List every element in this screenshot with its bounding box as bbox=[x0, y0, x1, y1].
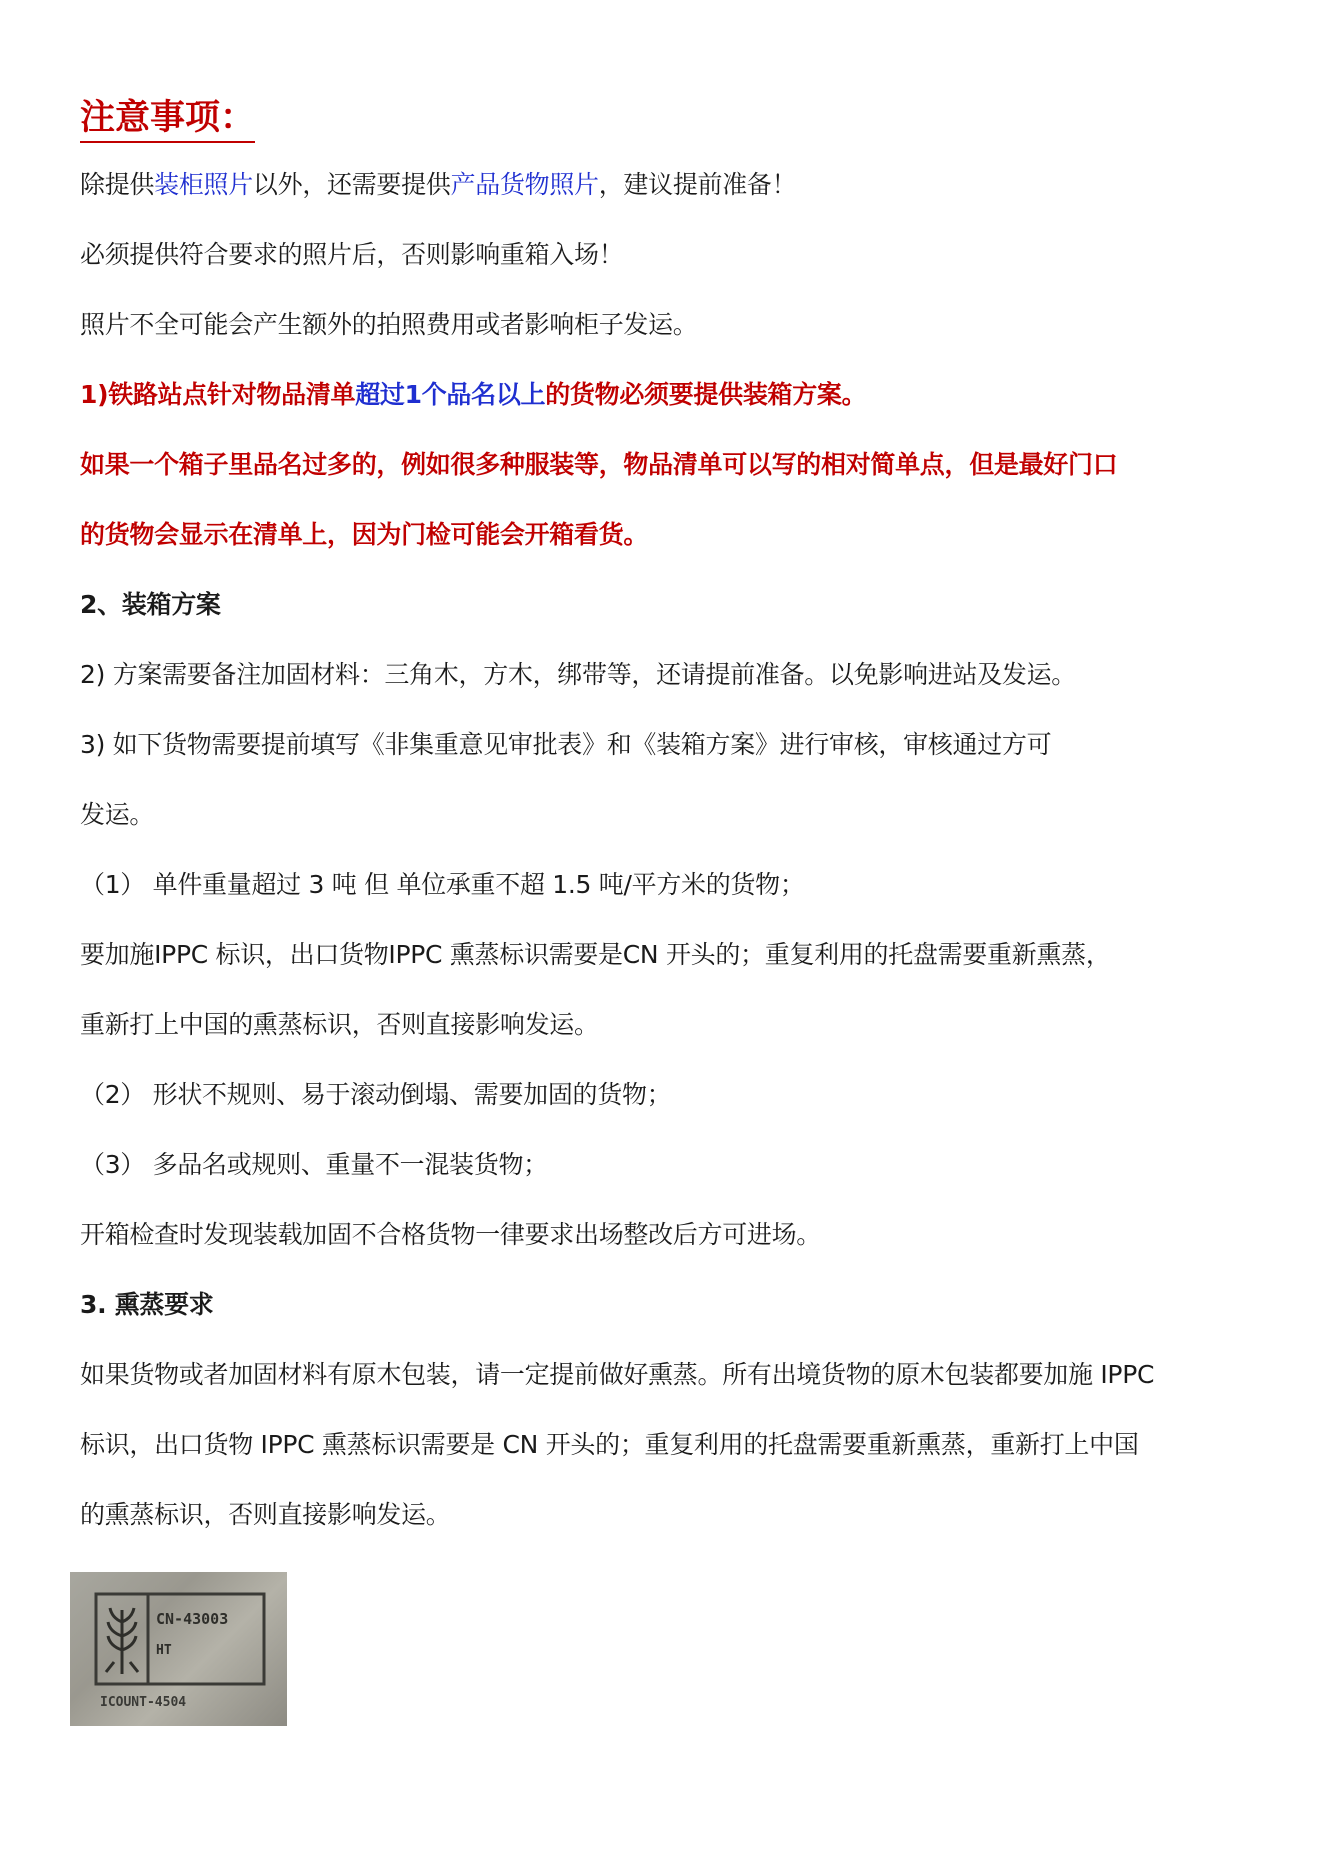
ippc-requirement-line-1: 要加施IPPC 标识，出口货物IPPC 熏蒸标识需要是CN 开头的；重复利用的托盘需要重新熏蒸， bbox=[80, 940, 1111, 969]
cargo-type-3: （3） 多品名或规则、重量不一混装货物； bbox=[80, 1150, 548, 1179]
text-segment: ，建议提前准备！ bbox=[598, 170, 797, 199]
fumigation-line-3: 的熏蒸标识，否则直接影响发运。 bbox=[80, 1500, 451, 1529]
inspection-note-line: 开箱检查时发现装载加固不合格货物一律要求出场整改后方可进场。 bbox=[80, 1220, 822, 1249]
ippc-wheat-icon bbox=[106, 1608, 138, 1674]
text-segment: 的货物必须要提供装箱方案。 bbox=[545, 380, 867, 409]
item-list-note-line-1: 如果一个箱子里品名过多的，例如很多种服装等，物品清单可以写的相对简单点，但是最好门口 bbox=[80, 450, 1118, 479]
photo-requirement-line bbox=[80, 168, 796, 202]
fumigation-line-2: 标识，出口货物 IPPC 熏蒸标识需要是 CN 开头的；重复利用的托盘需要重新熏蒸，重新打上中国 bbox=[80, 1430, 1139, 1459]
ippc-stamp-graphic bbox=[70, 1572, 287, 1726]
cargo-type-2: （2） 形状不规则、易于滚动倒塌、需要加固的货物； bbox=[80, 1080, 672, 1109]
ippc-requirement-line-2: 重新打上中国的熏蒸标识，否则直接影响发运。 bbox=[80, 1010, 599, 1039]
stamp-treatment: HT bbox=[156, 1643, 172, 1658]
photo-mandatory-line: 必须提供符合要求的照片后，否则影响重箱入场！ bbox=[80, 240, 624, 269]
stamp-bottom-text: ICOUNT-4504 bbox=[100, 1695, 187, 1710]
railway-rule-line bbox=[80, 378, 866, 412]
ippc-stamp-photo bbox=[70, 1572, 287, 1726]
cargo-type-1: （1） 单件重量超过 3 吨 但 单位承重不超 1.5 吨/平方米的货物； bbox=[80, 870, 805, 899]
approval-form-line-cont: 发运。 bbox=[80, 800, 155, 829]
text-segment: 1)铁路站点针对物品清单 bbox=[80, 380, 356, 409]
section-heading-fumigation: 3. 熏蒸要求 bbox=[80, 1290, 214, 1319]
stamp-code: CN-43003 bbox=[156, 1610, 229, 1628]
fumigation-line-1: 如果货物或者加固材料有原木包装，请一定提前做好熏蒸。所有出境货物的原木包装都要加施 IPPC bbox=[80, 1360, 1155, 1389]
text-segment: 除提供 bbox=[80, 170, 155, 199]
text-segment: 以外，还需要提供 bbox=[252, 170, 451, 199]
packing-material-line: 2) 方案需要备注加固材料：三角木，方木，绑带等，还请提前准备。以免影响进站及发运。 bbox=[80, 660, 1077, 689]
product-photo-highlight: 产品货物照片 bbox=[450, 170, 599, 199]
page-title: 注意事项： bbox=[80, 96, 255, 143]
item-list-note-line-2: 的货物会显示在清单上，因为门检可能会开箱看货。 bbox=[80, 520, 649, 549]
approval-form-line: 3) 如下货物需要提前填写《非集重意见审批表》和《装箱方案》进行审核，审核通过方可 bbox=[80, 730, 1052, 759]
photo-fee-line: 照片不全可能会产生额外的拍照费用或者影响柜子发运。 bbox=[80, 310, 698, 339]
over-one-item-highlight: 超过1个品名以上 bbox=[355, 380, 546, 409]
container-photo-highlight: 装柜照片 bbox=[154, 170, 253, 199]
section-heading-packing-plan: 2、装箱方案 bbox=[80, 590, 221, 619]
